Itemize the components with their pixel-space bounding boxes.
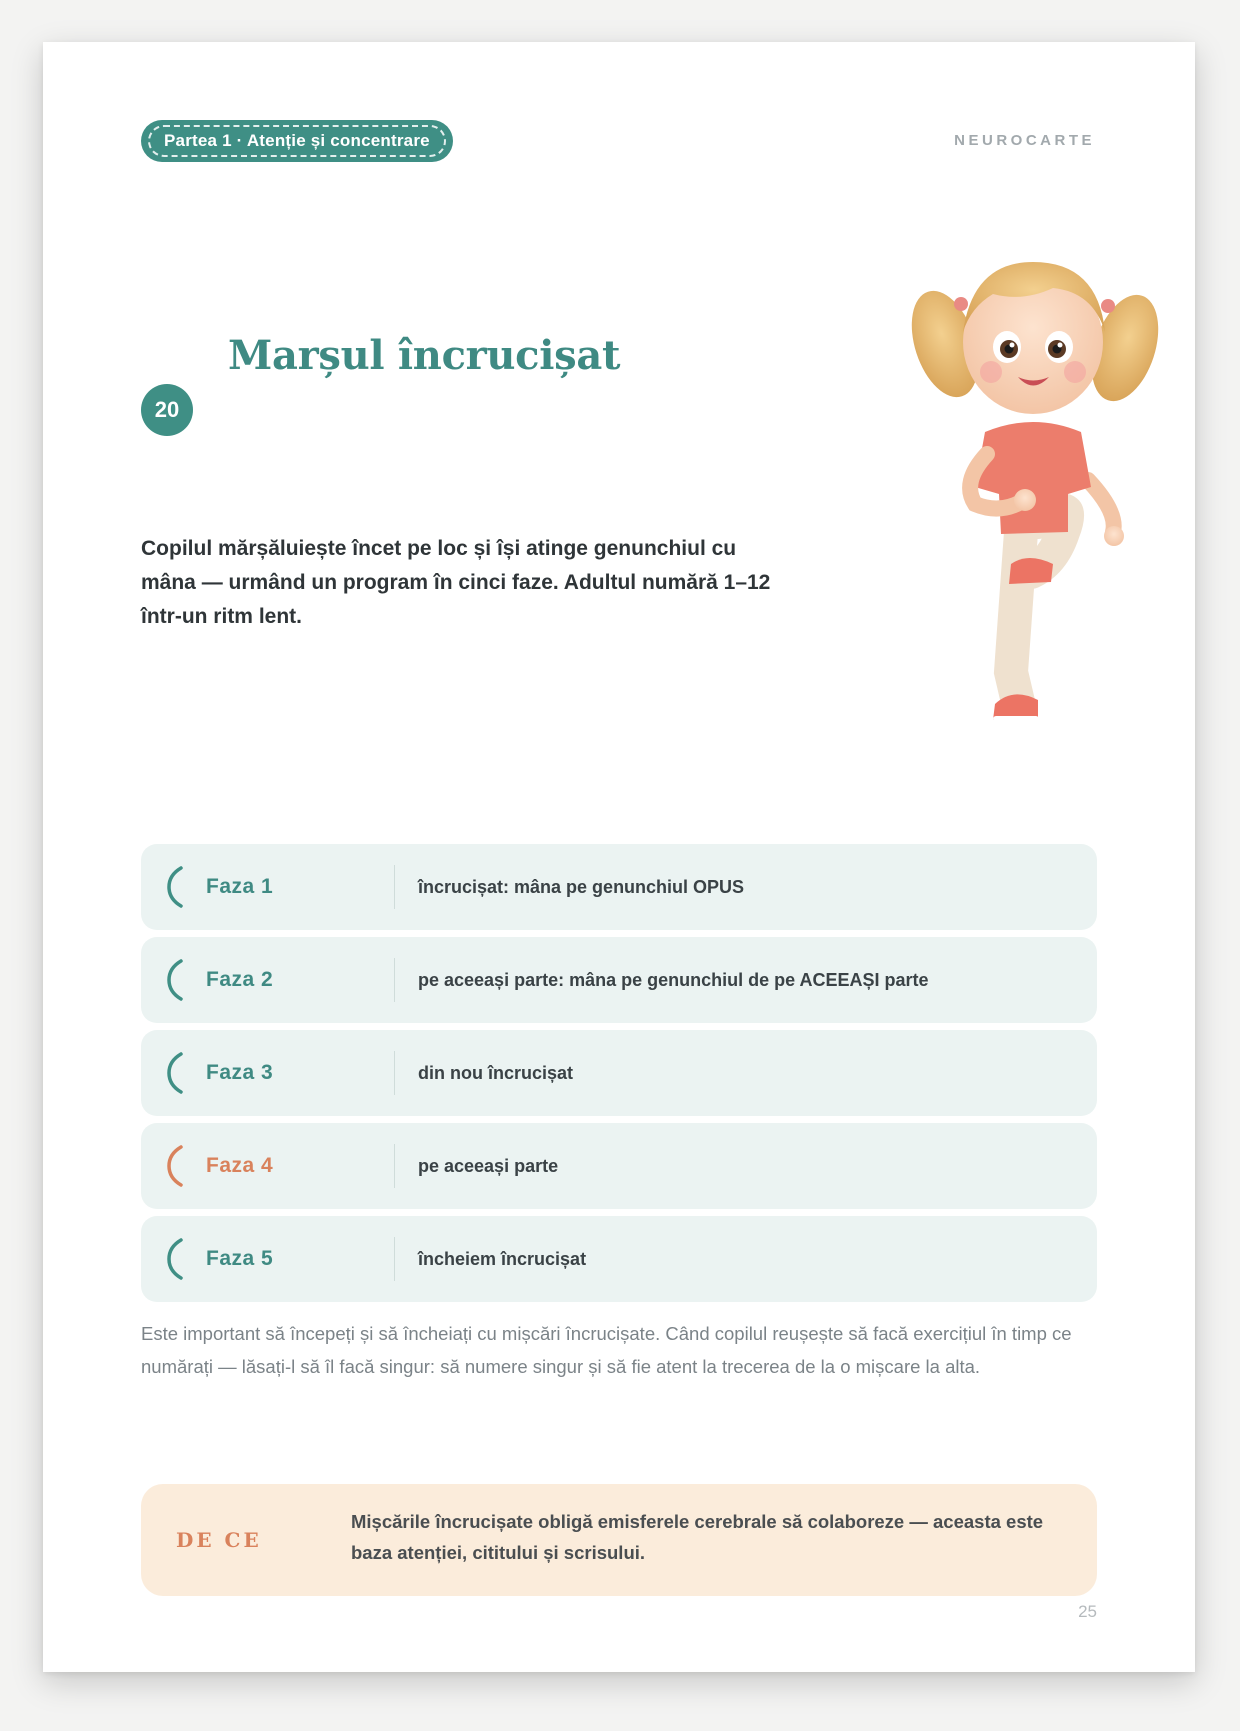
girl-illustration: [903, 232, 1173, 812]
bracket-icon: [163, 865, 191, 909]
exercise-number-badge: 20: [141, 384, 193, 436]
why-text: Mișcările încrucișate obligă emisferele cerebrale să colaboreze — aceasta este baza atenției, cititului și scrisului.: [351, 1511, 1044, 1563]
phase-row: [141, 1216, 1097, 1302]
bracket-icon: [163, 958, 191, 1002]
page-number: 25: [1078, 1602, 1097, 1621]
phase-label: Faza 4: [206, 1154, 274, 1177]
bracket-icon: [163, 1144, 191, 1188]
phase-row: [141, 937, 1097, 1023]
phase-description: pe aceeași parte: [418, 1156, 559, 1176]
phase-description: încheiem încrucișat: [418, 1249, 587, 1269]
exercise-title: Marșul încrucișat: [228, 332, 621, 379]
instruction-note: Este important să începeți și să încheiați cu mișcări încrucișate. Când copilul reușește să facă exercițiul în timp ce numărați — lăsați-l să îl facă singur: să numere singur și să fie atent la trecerea de la o mișcare la alta.: [141, 1323, 1072, 1377]
phase-label: Faza 5: [206, 1247, 274, 1270]
book-page: [43, 42, 1195, 1672]
phase-divider: [394, 1237, 395, 1281]
phase-divider: [394, 865, 395, 909]
part-badge: [141, 120, 453, 162]
why-box: [141, 1484, 1097, 1596]
phase-label: Faza 1: [206, 875, 274, 898]
phase-row: [141, 1030, 1097, 1116]
phase-description: pe aceeași parte: mâna pe genunchiul de pe ACEEAȘI parte: [418, 970, 929, 990]
brand-name: NEUROCARTE: [954, 132, 1095, 149]
phase-description: din nou încrucișat: [418, 1063, 574, 1083]
part-label: Partea 1 · Atenție și concentrare: [148, 125, 446, 157]
bracket-icon: [163, 1051, 191, 1095]
phase-row: [141, 844, 1097, 930]
bracket-icon: [163, 1237, 191, 1281]
exercise-intro: Copilul mărșăluiește încet pe loc și își atinge genunchiul cu mâna — urmând un program în cinci faze. Adultul numără 1–12 într-un ritm lent.: [141, 537, 771, 628]
phase-row: [141, 1123, 1097, 1209]
phase-divider: [394, 1051, 395, 1095]
phase-label: Faza 3: [206, 1061, 274, 1084]
phase-divider: [394, 958, 395, 1002]
phase-list: [141, 844, 1097, 1309]
phase-label: Faza 2: [206, 968, 274, 991]
phase-description: încrucișat: mâna pe genunchiul OPUS: [418, 877, 745, 897]
why-label: DE CE: [176, 1528, 262, 1552]
phase-divider: [394, 1144, 395, 1188]
